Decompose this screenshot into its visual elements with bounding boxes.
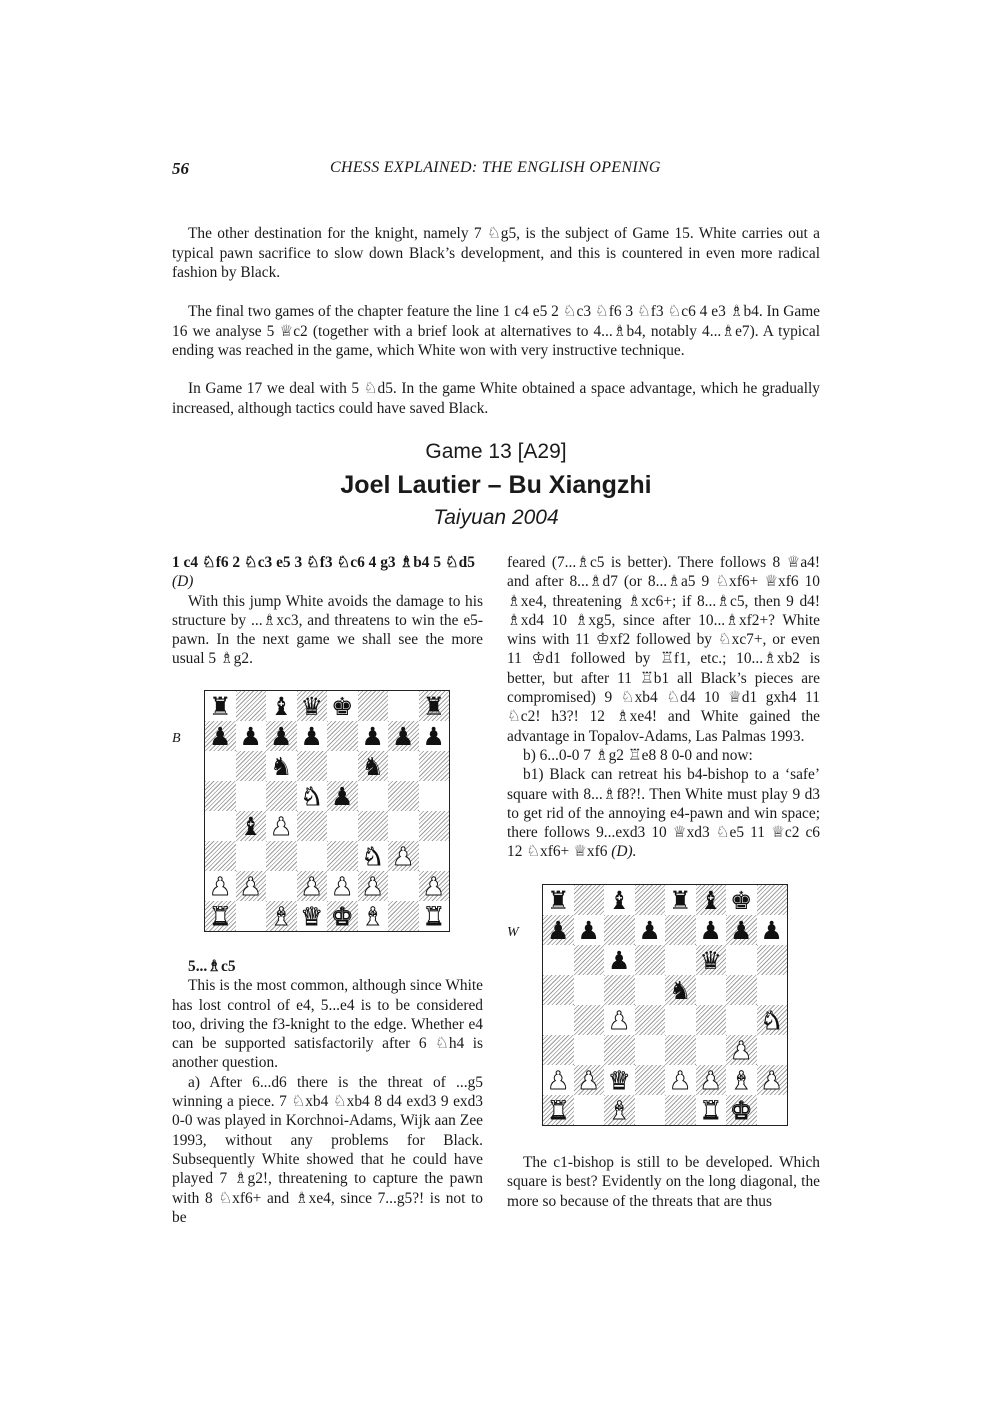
right-paragraph-4: The c1-bishop is still to be developed. Which square is best? Evidently on the long diagonal, the more so because of the threats that are thus: [507, 1154, 820, 1210]
black-pawn-icon: ♟: [699, 915, 722, 945]
square-d2: [297, 871, 328, 901]
square-c4: [266, 811, 297, 841]
square-h2: [757, 1065, 788, 1095]
square-c8: [604, 885, 635, 915]
white-pawn-icon: ♟: [300, 871, 323, 901]
white-pawn-icon: ♟: [361, 871, 384, 901]
black-pawn-icon: ♟: [608, 945, 631, 975]
square-h2: [419, 871, 450, 901]
square-e5: [665, 975, 696, 1005]
square-h4: [419, 811, 450, 841]
square-g6: [726, 945, 757, 975]
square-e4: [327, 811, 358, 841]
square-b1: [574, 1095, 605, 1125]
black-queen-icon: ♛: [300, 691, 323, 721]
right-paragraph-2: b) 6...0-0 7 ♗g2 ♖e8 8 0-0 and now:: [523, 746, 753, 764]
white-pawn-icon: ♟: [422, 871, 445, 901]
square-f5: [696, 975, 727, 1005]
square-e1: [327, 901, 358, 931]
white-rook-icon: ♜: [422, 901, 445, 931]
square-b4: [574, 1005, 605, 1035]
square-c2: [604, 1065, 635, 1095]
white-pawn-icon: ♟: [239, 871, 262, 901]
white-pawn-icon: ♟: [699, 1065, 722, 1095]
left-paragraph-1: With this jump White avoids the damage to his structure by ...♗xc3, and threatens to win the e5-pawn. In the next game we shall see the more usual 5 ♗g2.: [172, 592, 483, 668]
white-knight-icon: ♞: [760, 1005, 783, 1035]
square-f8: [358, 691, 389, 721]
square-b8: [236, 691, 267, 721]
black-king-icon: ♚: [730, 885, 753, 915]
game-place: Taiyuan 2004: [433, 506, 559, 529]
black-pawn-icon: ♟: [638, 915, 661, 945]
square-b6: [574, 945, 605, 975]
square-h6: [419, 751, 450, 781]
square-d8: [297, 691, 328, 721]
square-d7: [635, 915, 666, 945]
square-g6: [388, 751, 419, 781]
square-b3: [574, 1035, 605, 1065]
square-h7: [419, 721, 450, 751]
square-f4: [696, 1005, 727, 1035]
left-paragraph-3: a) After 6...d6 there is the threat of ...g5 winning a piece. 7 ♘xb4 ♘xb4 8 d4 exd3 9 exd3 0-0 was played in Korchnoi-Adams, Wijk aan Zee 1993, without any problems for Black. Subsequently White showed that he could have played 7 ♗g2!, threatening to capture the pawn with 8 ♘xf6+ and ♗xe4, since 7...g5?! is not to be: [172, 1073, 483, 1226]
diagram-1-to-move: B: [172, 731, 181, 746]
square-g5: [726, 975, 757, 1005]
square-b4: [236, 811, 267, 841]
square-d5: [297, 781, 328, 811]
square-b3: [236, 841, 267, 871]
black-bishop-icon: ♝: [239, 811, 262, 841]
square-f6: [696, 945, 727, 975]
square-a1: [205, 901, 236, 931]
square-a3: [205, 841, 236, 871]
square-e3: [665, 1035, 696, 1065]
diagram-2-to-move: W: [507, 925, 519, 940]
square-d1: [297, 901, 328, 931]
square-g2: [726, 1065, 757, 1095]
white-rook-icon: ♜: [547, 1095, 570, 1125]
black-pawn-icon: ♟: [760, 915, 783, 945]
square-d6: [635, 945, 666, 975]
square-a2: [543, 1065, 574, 1095]
black-rook-icon: ♜: [547, 885, 570, 915]
square-e5: [327, 781, 358, 811]
square-g2: [388, 871, 419, 901]
square-e2: [327, 871, 358, 901]
game-number: Game 13 [A29]: [425, 440, 567, 463]
square-h4: [757, 1005, 788, 1035]
black-pawn-icon: ♟: [209, 721, 232, 751]
right-column-lower: [507, 1153, 820, 1211]
move-5-bold: 5...♗c5: [188, 958, 236, 975]
square-h5: [757, 975, 788, 1005]
move-5-heading: [172, 957, 483, 976]
left-column: [172, 553, 483, 669]
white-knight-icon: ♞: [361, 841, 384, 871]
intro-paragraph-3: In Game 17 we deal with 5 ♘d5. In the game White obtained a space advantage, which he gradually increased, although tactics could have saved Black.: [172, 380, 820, 417]
black-pawn-icon: ♟: [300, 721, 323, 751]
black-pawn-icon: ♟: [547, 915, 570, 945]
square-d4: [297, 811, 328, 841]
square-h1: [757, 1095, 788, 1125]
black-pawn-icon: ♟: [270, 721, 293, 751]
square-d2: [635, 1065, 666, 1095]
square-b5: [574, 975, 605, 1005]
square-g7: [388, 721, 419, 751]
square-d3: [297, 841, 328, 871]
white-bishop-icon: ♝: [361, 901, 384, 931]
square-c6: [266, 751, 297, 781]
square-a6: [543, 945, 574, 975]
square-a5: [543, 975, 574, 1005]
black-pawn-icon: ♟: [730, 915, 753, 945]
black-bishop-icon: ♝: [699, 885, 722, 915]
square-h7: [757, 915, 788, 945]
black-rook-icon: ♜: [209, 691, 232, 721]
square-g8: [726, 885, 757, 915]
right-column: [507, 553, 820, 862]
chess-diagram-1: [204, 690, 450, 932]
white-pawn-icon: ♟: [392, 841, 415, 871]
black-pawn-icon: ♟: [422, 721, 445, 751]
white-pawn-icon: ♟: [608, 1005, 631, 1035]
white-knight-icon: ♞: [300, 781, 323, 811]
page-number: 56: [172, 159, 189, 178]
black-pawn-icon: ♟: [361, 721, 384, 751]
square-e8: [665, 885, 696, 915]
game-players: Joel Lautier – Bu Xiangzhi: [340, 471, 652, 499]
square-e6: [327, 751, 358, 781]
square-e8: [327, 691, 358, 721]
square-g1: [726, 1095, 757, 1125]
square-e7: [327, 721, 358, 751]
square-b5: [236, 781, 267, 811]
square-c1: [604, 1095, 635, 1125]
right-paragraph-3: [507, 765, 820, 861]
white-king-icon: ♚: [331, 901, 354, 931]
square-g8: [388, 691, 419, 721]
square-d7: [297, 721, 328, 751]
square-c3: [266, 841, 297, 871]
square-g4: [388, 811, 419, 841]
square-a6: [205, 751, 236, 781]
square-d8: [635, 885, 666, 915]
black-pawn-icon: ♟: [577, 915, 600, 945]
square-b7: [574, 915, 605, 945]
square-a4: [205, 811, 236, 841]
square-f2: [696, 1065, 727, 1095]
white-pawn-icon: ♟: [577, 1065, 600, 1095]
square-g7: [726, 915, 757, 945]
square-c6: [604, 945, 635, 975]
square-g1: [388, 901, 419, 931]
square-h8: [757, 885, 788, 915]
white-pawn-icon: ♟: [331, 871, 354, 901]
square-e2: [665, 1065, 696, 1095]
square-f6: [358, 751, 389, 781]
square-h3: [757, 1035, 788, 1065]
diagram-ref-1: (D): [172, 573, 194, 591]
white-pawn-icon: ♟: [209, 871, 232, 901]
square-c7: [604, 915, 635, 945]
square-f7: [358, 721, 389, 751]
square-c7: [266, 721, 297, 751]
square-d1: [635, 1095, 666, 1125]
square-b8: [574, 885, 605, 915]
white-bishop-icon: ♝: [608, 1095, 631, 1125]
square-h6: [757, 945, 788, 975]
square-a7: [205, 721, 236, 751]
square-g5: [388, 781, 419, 811]
right-paragraph-1: feared (7...♗c5 is better). There follows 8 ♕a4! and after 8...♗d7 (or 8...♗a5 9 ♘xf6+ ♕xf6 10 ♗xe4, threatening ♗xc6+; if 8...♗c5, then 9 d4! ♗xd4 10 ♗xg5, since after 10...♗xf2+? White wins with 11 ♔xf2 followed by ♘xc7+, or even 11 ♔d1 followed by ♖f1, etc.; 10...♗xb2 is better, but after 11 ♖b1 all Black’s pieces are compromised) 9 ♘xb4 ♘d4 10 ♕d1 gxh4 11 ♘c2! h3?! 12 ♗xe4! and White gained the advantage in Topalov-Adams, Las Palmas 1993.: [507, 554, 820, 745]
chess-diagram-2: [542, 884, 788, 1126]
black-pawn-icon: ♟: [392, 721, 415, 751]
square-a1: [543, 1095, 574, 1125]
square-g4: [726, 1005, 757, 1035]
square-c3: [604, 1035, 635, 1065]
square-h1: [419, 901, 450, 931]
square-e1: [665, 1095, 696, 1125]
square-f1: [696, 1095, 727, 1125]
black-bishop-icon: ♝: [270, 691, 293, 721]
white-bishop-icon: ♝: [730, 1065, 753, 1095]
square-d6: [297, 751, 328, 781]
square-h5: [419, 781, 450, 811]
white-pawn-icon: ♟: [547, 1065, 570, 1095]
square-f2: [358, 871, 389, 901]
black-king-icon: ♚: [331, 691, 354, 721]
square-f7: [696, 915, 727, 945]
white-queen-icon: ♛: [608, 1065, 631, 1095]
black-rook-icon: ♜: [422, 691, 445, 721]
right-paragraph-3-text: b1) Black can retreat his b4-bishop to a ‘safe’ square with 8...♗f8?!. Then White must play 9 d3 to get rid of the annoying e4-pawn and win space; there follows 9...exd3 10 ♕xd3 ♘e5 11 ♕c2 c6 12 ♘xf6+ ♕xf6: [507, 766, 820, 861]
square-d5: [635, 975, 666, 1005]
main-line-bold: 1 c4 ♘f6 2 ♘c3 e5 3 ♘f3 ♘c6 4 g3 ♗b4 5 ♘d5: [172, 554, 475, 571]
square-a8: [205, 691, 236, 721]
white-rook-icon: ♜: [699, 1095, 722, 1125]
black-knight-icon: ♞: [270, 751, 293, 781]
white-pawn-icon: ♟: [669, 1065, 692, 1095]
square-c5: [604, 975, 635, 1005]
square-a7: [543, 915, 574, 945]
black-bishop-icon: ♝: [608, 885, 631, 915]
black-pawn-icon: ♟: [239, 721, 262, 751]
square-b7: [236, 721, 267, 751]
square-a5: [205, 781, 236, 811]
intro-paragraph-1: The other destination for the knight, namely 7 ♘g5, is the subject of Game 15. White carries out a typical pawn sacrifice to slow down Black’s development, and this is countered in even more radical fashion by Black.: [172, 225, 820, 281]
square-c8: [266, 691, 297, 721]
square-c1: [266, 901, 297, 931]
square-a2: [205, 871, 236, 901]
square-b2: [236, 871, 267, 901]
black-queen-icon: ♛: [699, 945, 722, 975]
square-h8: [419, 691, 450, 721]
square-e4: [665, 1005, 696, 1035]
diagram-ref-2: (D).: [611, 843, 637, 861]
white-king-icon: ♚: [730, 1095, 753, 1125]
main-line-moves: [172, 553, 483, 592]
square-c2: [266, 871, 297, 901]
square-c5: [266, 781, 297, 811]
square-f1: [358, 901, 389, 931]
white-pawn-icon: ♟: [270, 811, 293, 841]
square-a4: [543, 1005, 574, 1035]
square-f3: [696, 1035, 727, 1065]
square-b6: [236, 751, 267, 781]
square-a8: [543, 885, 574, 915]
square-a3: [543, 1035, 574, 1065]
square-h3: [419, 841, 450, 871]
black-pawn-icon: ♟: [331, 781, 354, 811]
white-queen-icon: ♛: [300, 901, 323, 931]
intro-paragraph-2: The final two games of the chapter feature the line 1 c4 e5 2 ♘c3 ♘f6 3 ♘f3 ♘c6 4 e3 ♗b4. In Game 16 we analyse 5 ♕c2 (together with a brief look at alternatives to 4...♗b4, notably 4...♗e7). A typical ending was reached in the game, which White won with very instructive technique.: [172, 303, 820, 359]
white-bishop-icon: ♝: [270, 901, 293, 931]
square-d4: [635, 1005, 666, 1035]
square-g3: [726, 1035, 757, 1065]
square-b2: [574, 1065, 605, 1095]
square-b1: [236, 901, 267, 931]
square-d3: [635, 1035, 666, 1065]
square-c4: [604, 1005, 635, 1035]
square-f5: [358, 781, 389, 811]
black-knight-icon: ♞: [669, 975, 692, 1005]
left-column-lower: [172, 957, 483, 1227]
square-f8: [696, 885, 727, 915]
square-f3: [358, 841, 389, 871]
white-rook-icon: ♜: [209, 901, 232, 931]
square-g3: [388, 841, 419, 871]
white-pawn-icon: ♟: [730, 1035, 753, 1065]
square-e6: [665, 945, 696, 975]
white-pawn-icon: ♟: [760, 1065, 783, 1095]
square-f4: [358, 811, 389, 841]
square-e3: [327, 841, 358, 871]
square-e7: [665, 915, 696, 945]
black-rook-icon: ♜: [669, 885, 692, 915]
left-paragraph-2: This is the most common, although since White has lost control of e4, 5...e4 is to be considered too, driving the f3-knight to the edge. Whether e4 can be supported satisfactorily after 6 ♘h4 is another question.: [172, 977, 483, 1072]
running-title: CHESS EXPLAINED: THE ENGLISH OPENING: [330, 159, 661, 176]
black-knight-icon: ♞: [361, 751, 384, 781]
